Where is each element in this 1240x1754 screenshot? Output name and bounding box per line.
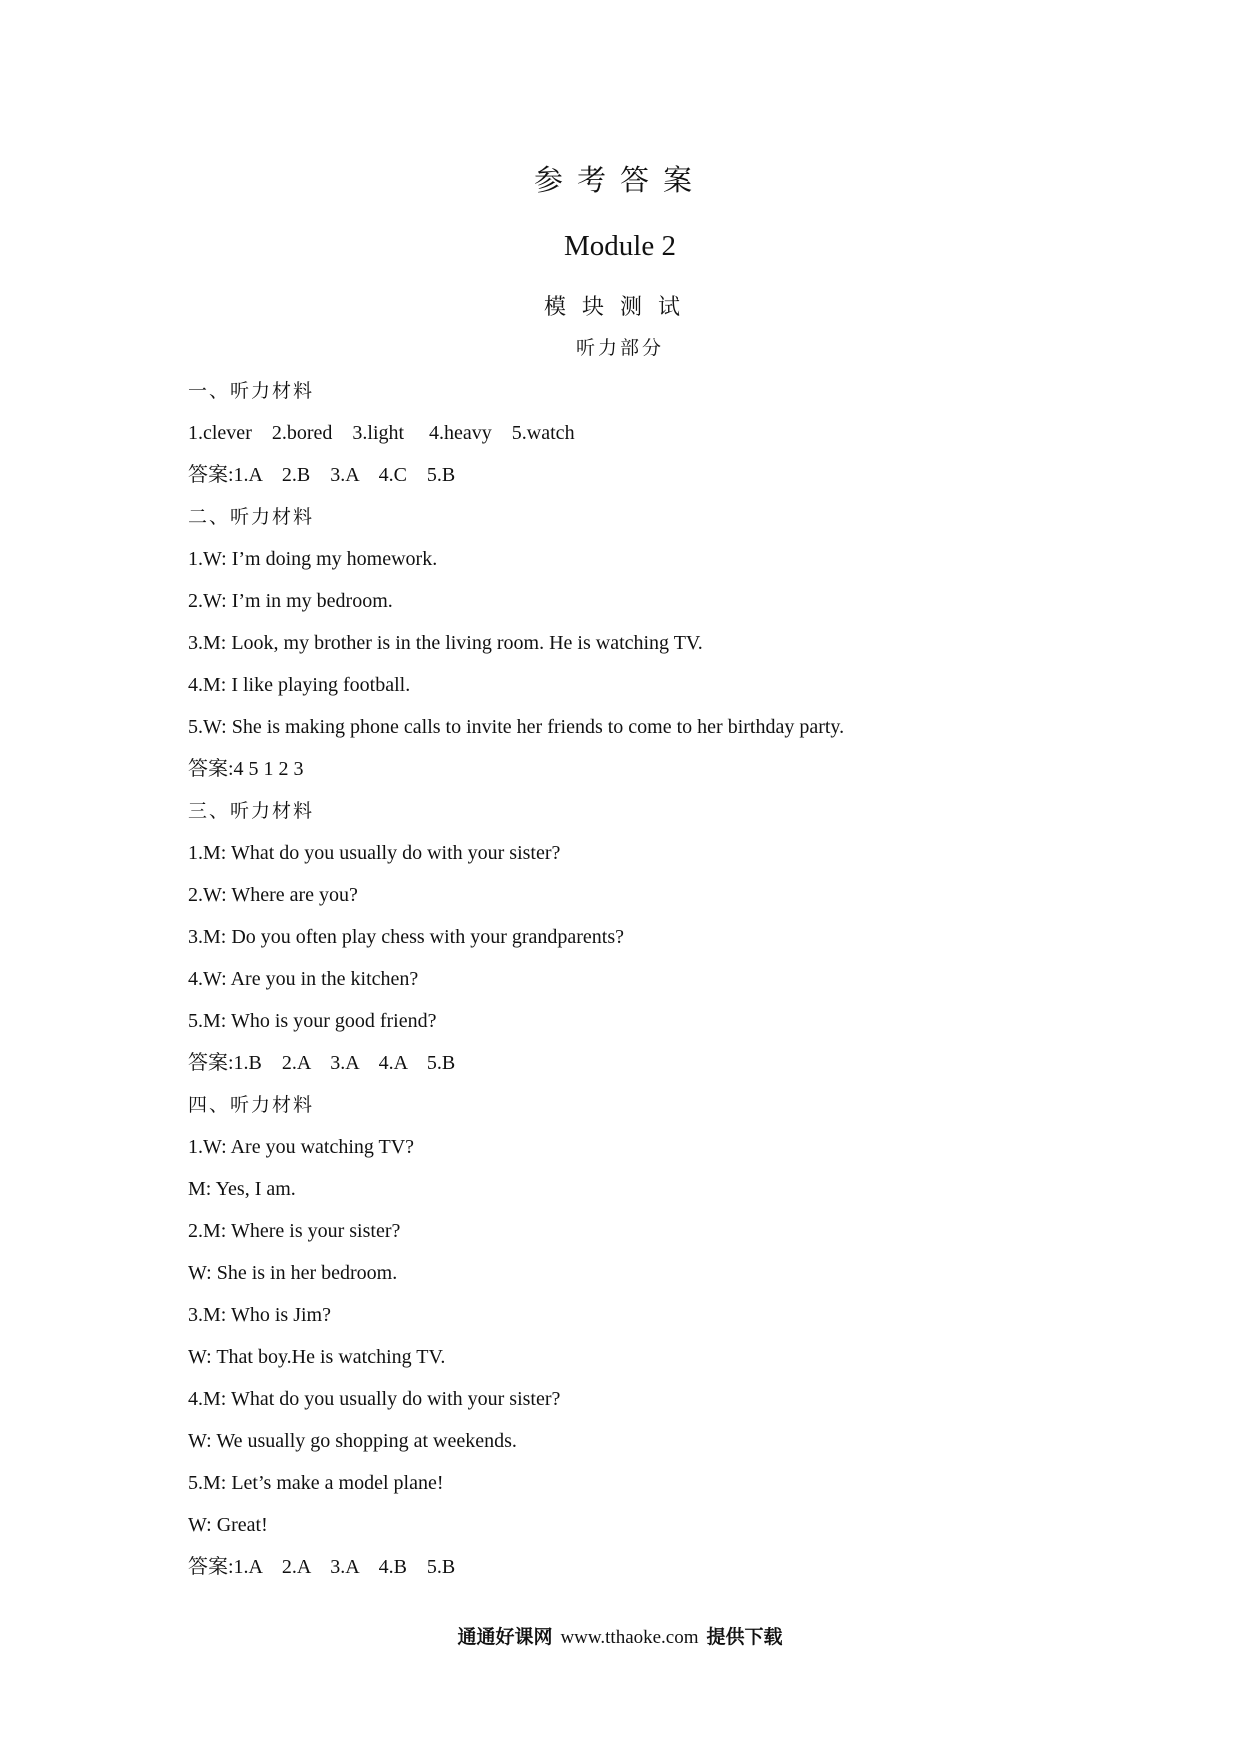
script-line: 2.M: Where is your sister? xyxy=(188,1220,401,1242)
footer-suffix: 提供下载 xyxy=(706,1626,783,1648)
answer-content xyxy=(188,370,1148,1588)
script-line: 1.W: I’m doing my homework. xyxy=(188,548,438,570)
section-heading-2: 二、听力材料 xyxy=(188,506,315,528)
script-line: 4.W: Are you in the kitchen? xyxy=(188,968,419,990)
section-heading-1: 一、听力材料 xyxy=(188,380,315,402)
script-line: 5.W: She is making phone calls to invite her friends to come to her birthday party. xyxy=(188,716,845,738)
part-heading: 听力部分 xyxy=(575,337,664,359)
footer-url[interactable]: www.tthaoke.com xyxy=(560,1627,699,1648)
answer-line-3: 答案:1.B 2.A 3.A 4.A 5.B xyxy=(188,1052,456,1074)
script-line: 3.M: Who is Jim? xyxy=(188,1304,331,1326)
listening-words: 1.clever 2.bored 3.light 4.heavy 5.watch xyxy=(188,422,575,444)
script-line: 5.M: Who is your good friend? xyxy=(188,1010,437,1032)
script-line: 1.W: Are you watching TV? xyxy=(188,1136,415,1158)
section-heading-4: 四、听力材料 xyxy=(188,1094,315,1116)
script-line: W: That boy.He is watching TV. xyxy=(188,1346,446,1368)
page-title: 参考答案 xyxy=(533,163,706,197)
script-line: 2.W: Where are you? xyxy=(188,884,358,906)
script-line: 4.M: I like playing football. xyxy=(188,674,411,696)
answer-line-4: 答案:1.A 2.A 3.A 4.B 5.B xyxy=(188,1556,456,1578)
script-line: 2.W: I’m in my bedroom. xyxy=(188,590,393,612)
script-line: M: Yes, I am. xyxy=(188,1178,296,1200)
script-line: 1.M: What do you usually do with your sister? xyxy=(188,842,561,864)
script-line: W: We usually go shopping at weekends. xyxy=(188,1430,517,1452)
script-line: 4.M: What do you usually do with your sister? xyxy=(188,1388,561,1410)
script-line: W: She is in her bedroom. xyxy=(188,1262,398,1284)
footer-site-name: 通通好课网 xyxy=(457,1626,553,1648)
page-footer xyxy=(0,1622,1240,1649)
answer-line-1: 答案:1.A 2.B 3.A 4.C 5.B xyxy=(188,464,456,486)
answer-line-2: 答案:4 5 1 2 3 xyxy=(188,758,304,780)
script-line: 5.M: Let’s make a model plane! xyxy=(188,1472,444,1494)
section-subtitle: 模块测试 xyxy=(543,295,696,320)
section-heading-3: 三、听力材料 xyxy=(188,800,315,822)
script-line: W: Great! xyxy=(188,1514,268,1536)
script-line: 3.M: Look, my brother is in the living room. He is watching TV. xyxy=(188,632,703,654)
module-heading: Module 2 xyxy=(564,230,676,262)
script-line: 3.M: Do you often play chess with your grandparents? xyxy=(188,926,625,948)
